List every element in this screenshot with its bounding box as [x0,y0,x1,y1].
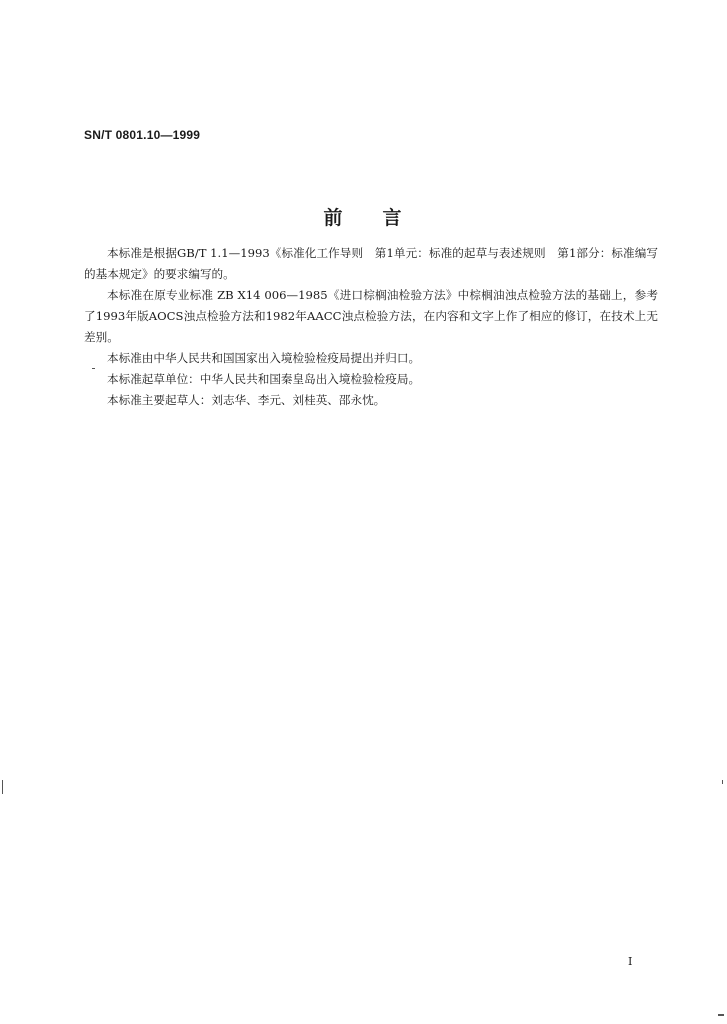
scan-dot [722,780,723,784]
paragraph: 本标准是根据GB/T 1.1—1993《标准化工作导则 第1单元：标准的起草与表述规则 第1部分：标准编写的基本规定》的要求编写的。 [84,246,658,281]
paragraph: 本标准在原专业标准 ZB X14 006—1985《进口棕榈油检验方法》中棕榈油浊点检验方法的基础上，参考了1993年版AOCS浊点检验方法和1982年AACC浊点检验方法，在内容和文字上作了相应的修订，在技术上无差别。 [84,288,658,344]
scan-dot [92,368,95,369]
page-number: I [628,955,633,968]
paragraph: 本标准主要起草人：刘志华、李元、刘桂英、邵永忱。 [107,393,386,407]
page-title: 前言 [323,207,442,229]
paragraph: 本标准由中华人民共和国国家出入境检验检疫局提出并归口。 [107,351,421,365]
foreword-body [84,243,658,411]
scan-dot [2,780,3,794]
standard-number: SN/T 0801.10—1999 [84,128,201,142]
paragraph: 本标准起草单位：中华人民共和国秦皇岛出入境检验检疫局。 [107,372,421,386]
scan-dot [718,1014,724,1016]
